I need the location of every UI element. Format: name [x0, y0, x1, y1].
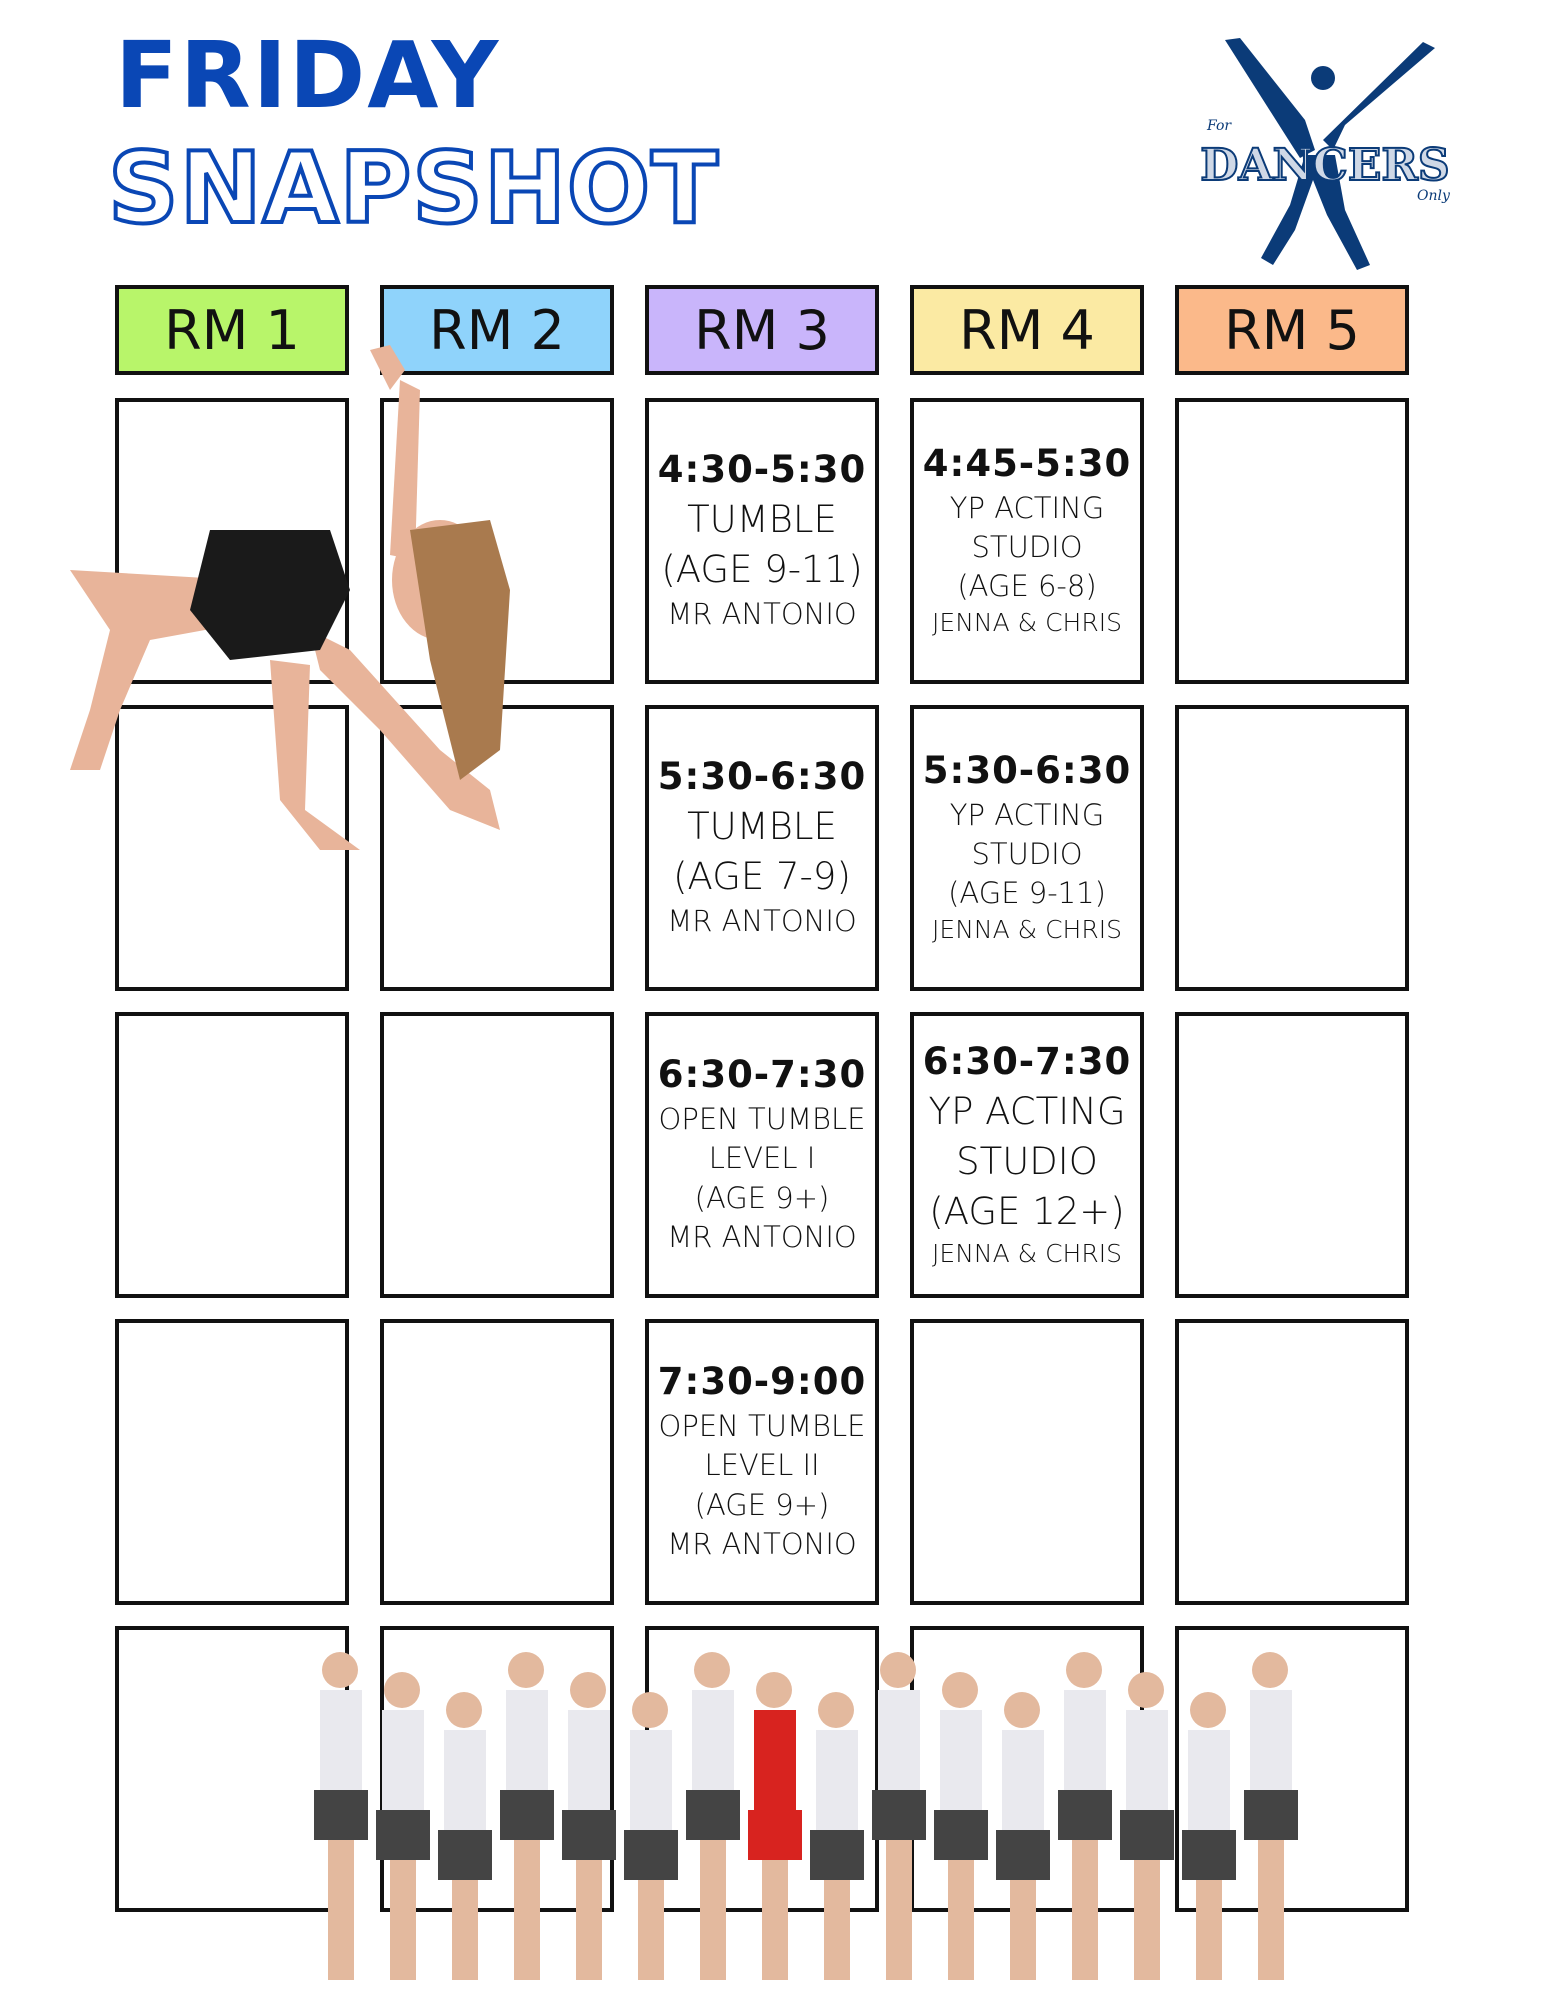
dancer-figure — [1058, 1652, 1112, 1980]
dancer-figure — [1182, 1692, 1236, 1980]
schedule-cell-rm3-slot1 — [645, 398, 879, 684]
room-header-2: RM 2 — [380, 285, 614, 375]
class-detail-line: (AGE 9+) — [694, 1180, 830, 1215]
schedule-cell-rm4-slot1 — [910, 398, 1144, 684]
class-time: 4:45-5:30 — [922, 441, 1132, 485]
class-detail-line: LEVEL I — [708, 1141, 816, 1176]
dancer-figure — [996, 1692, 1050, 1980]
class-detail-line: OPEN TUMBLE — [658, 1102, 866, 1137]
class-time: 6:30-7:30 — [922, 1039, 1132, 1083]
class-detail-line: YP ACTING — [949, 490, 1105, 525]
schedule-cell-rm4-slot3 — [910, 1012, 1144, 1298]
class-detail-line: JENNA & CHRIS — [932, 608, 1122, 638]
class-time: 6:30-7:30 — [657, 1053, 867, 1097]
class-detail-line: YP ACTING — [949, 797, 1105, 832]
page-title-snapshot: SNAPSHOT — [108, 132, 720, 246]
logo-main-text: DANCERS — [1200, 140, 1450, 191]
class-detail-line: (AGE 7-9) — [673, 854, 851, 898]
schedule-cell-rm5-slot4 — [1175, 1319, 1409, 1605]
schedule-cell-rm2-slot4 — [380, 1319, 614, 1605]
schedule-cell-rm3-slot3 — [645, 1012, 879, 1298]
room-header-5: RM 5 — [1175, 285, 1409, 375]
class-time: 4:30-5:30 — [657, 447, 867, 491]
class-detail-line: OPEN TUMBLE — [658, 1409, 866, 1444]
dancer-figure — [1120, 1672, 1174, 1980]
dancer-figure — [314, 1652, 368, 1980]
class-detail-line: (AGE 9-11) — [948, 876, 1106, 911]
room-header-3: RM 3 — [645, 285, 879, 375]
class-time: 5:30-6:30 — [922, 748, 1132, 792]
group-dancers-photo — [300, 1590, 1320, 2000]
solo-dancer-photo — [30, 330, 610, 980]
class-detail-line: YP ACTING — [928, 1089, 1126, 1133]
class-detail-line: MR ANTONIO — [667, 1219, 857, 1254]
schedule-cell-rm2-slot3 — [380, 1012, 614, 1298]
logo-bottom-text: Only — [1417, 188, 1450, 204]
class-detail-line: LEVEL II — [704, 1448, 820, 1483]
class-detail-line: JENNA & CHRIS — [932, 915, 1122, 945]
class-detail-line: MR ANTONIO — [667, 903, 857, 938]
dancer-figure — [500, 1652, 554, 1980]
schedule-cell-rm4-slot2 — [910, 705, 1144, 991]
class-detail-line: STUDIO — [956, 1139, 1098, 1183]
dancer-figure — [810, 1692, 864, 1980]
dancer-figure — [562, 1672, 616, 1980]
room-header-4: RM 4 — [910, 285, 1144, 375]
dancer-figure — [438, 1692, 492, 1980]
class-detail-line: MR ANTONIO — [667, 1526, 857, 1561]
room-header-1: RM 1 — [115, 285, 349, 375]
schedule-cell-rm5-slot2 — [1175, 705, 1409, 991]
dancer-figure — [624, 1692, 678, 1980]
schedule-cell-rm4-slot4 — [910, 1319, 1144, 1605]
dancer-figure — [748, 1672, 802, 1980]
class-detail-line: TUMBLE — [687, 497, 837, 541]
page-title-day: FRIDAY — [115, 22, 501, 129]
class-time: 5:30-6:30 — [657, 754, 867, 798]
schedule-cell-rm5-slot1 — [1175, 398, 1409, 684]
for-dancers-only-logo — [1195, 30, 1455, 275]
class-detail-line: JENNA & CHRIS — [932, 1238, 1122, 1268]
schedule-cell-rm3-slot2 — [645, 705, 879, 991]
logo-top-text: For — [1207, 118, 1232, 134]
class-detail-line: TUMBLE — [687, 804, 837, 848]
class-detail-line: (AGE 6-8) — [957, 569, 1097, 604]
dancer-figure — [934, 1672, 988, 1980]
schedule-cell-rm3-slot4 — [645, 1319, 879, 1605]
class-detail-line: (AGE 9-11) — [661, 547, 863, 591]
dancer-figure — [686, 1652, 740, 1980]
class-detail-line: MR ANTONIO — [667, 596, 857, 631]
schedule-cell-rm1-slot3 — [115, 1012, 349, 1298]
class-time: 7:30-9:00 — [657, 1360, 867, 1404]
class-detail-line: STUDIO — [971, 530, 1083, 565]
dancer-figure — [376, 1672, 430, 1980]
class-detail-line: STUDIO — [971, 837, 1083, 872]
dancer-figure — [1244, 1652, 1298, 1980]
dancer-figure — [872, 1652, 926, 1980]
schedule-cell-rm5-slot3 — [1175, 1012, 1409, 1298]
schedule-cell-rm1-slot4 — [115, 1319, 349, 1605]
class-detail-line: (AGE 9+) — [694, 1487, 830, 1522]
class-detail-line: (AGE 12+) — [929, 1189, 1125, 1233]
